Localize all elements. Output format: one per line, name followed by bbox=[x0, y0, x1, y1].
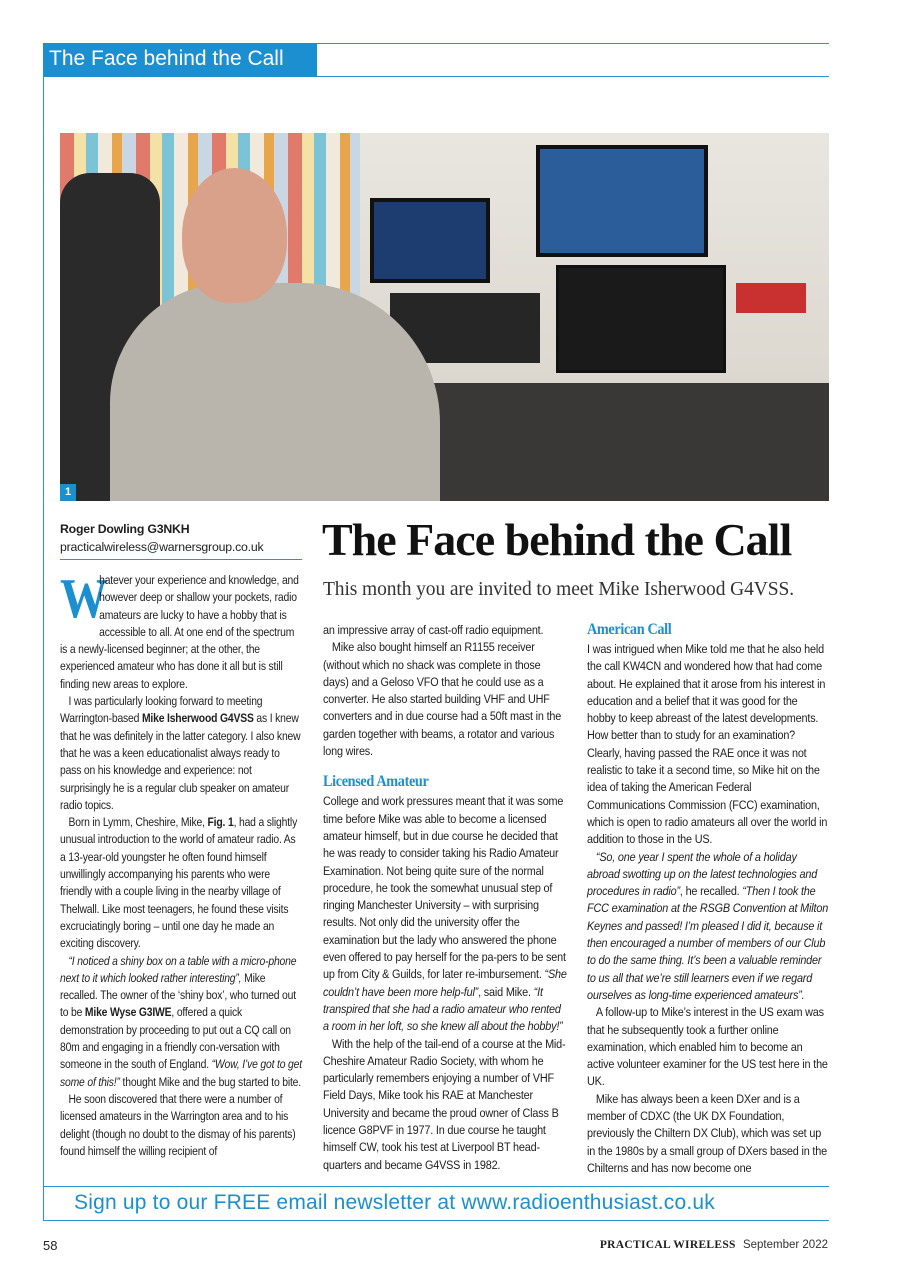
monitor bbox=[556, 265, 726, 373]
monitor bbox=[370, 198, 490, 283]
quote-text: “So, one year I spent the whole of a holiday abroad swotting up on the latest technologies and procedures in radio” bbox=[587, 849, 818, 899]
text-run: A follow-up to Mike’s interest in the US exam was that he subsequently took a further online examination, which enabled him to become an active volunteer examiner for the US test here in the UK. bbox=[587, 1005, 828, 1089]
section-header: The Face behind the Call bbox=[43, 43, 317, 77]
article-subtitle: This month you are invited to meet Mike Isherwood G4VSS. bbox=[323, 579, 795, 600]
magazine-footer bbox=[600, 1239, 828, 1251]
paragraph bbox=[60, 953, 302, 1091]
text-run: , said Mike. bbox=[478, 984, 534, 999]
paragraph bbox=[60, 814, 302, 952]
paragraph bbox=[323, 639, 567, 760]
text-run: Mike also bought himself an R1155 receiver (without which no shack was complete in those days) and a Geloso VFO that he could use as a converter. He also started building VHF and UHF converters and in due course had a 50ft mast in the garden together with beams, a rotator and various long wires. bbox=[323, 640, 562, 759]
paragraph bbox=[323, 622, 567, 639]
text-run: as I knew that he was definitely in the latter category. I also knew that he was a keen educationalist always ready to pass on his knowledge and experience: not surprisingly he is a regular club speaker on amateur radio topics. bbox=[60, 711, 301, 812]
paragraph bbox=[587, 1091, 829, 1177]
magazine-name: PRACTICAL WIRELESS bbox=[599, 1239, 736, 1251]
subheading-american-call: American Call bbox=[587, 621, 672, 638]
person-body bbox=[110, 283, 440, 501]
issue-date: September 2022 bbox=[742, 1239, 828, 1251]
paragraph bbox=[323, 1036, 567, 1174]
figure-number: 1 bbox=[60, 484, 76, 501]
paragraph bbox=[60, 1091, 302, 1160]
author-email[interactable]: practicalwireless@warnersgroup.co.uk bbox=[60, 540, 264, 554]
bold-text: Mike Isherwood G4VSS bbox=[141, 711, 254, 726]
column-2 bbox=[323, 622, 567, 1174]
text-run: Born in Lymm, Cheshire, Mike, bbox=[68, 815, 208, 830]
text-run: , he recalled. bbox=[679, 884, 743, 899]
page-number: 58 bbox=[43, 1238, 58, 1253]
text-run: Mike has always been a keen DXer and is a member of CDXC (the UK DX Foundation, previously the Chiltern DX Club), which was set up in the 1980s by a small group of DXers based in the Chilterns and has now become one bbox=[587, 1091, 827, 1175]
text-run: I was particularly looking forward to meeting Warrington-based bbox=[60, 694, 263, 726]
text-run: I was intrigued when Mike told me that he also held the call KW4CN and wondered how that had come about. He explained that it arose from his interest in education and a belief that it was good for the hobby to keep abreast of the latest developments. How better than to study for an examination? Clearly, having passed the RAE once it was not realistic to take it a second time, so Mike hit on the idea of taking the American Federal Communications Commission (FCC) examination, which is open to radio amateurs all over the world in addition to those in the US. bbox=[587, 642, 828, 847]
text-run: thought Mike and the bug started to bite. bbox=[119, 1074, 301, 1089]
monitor bbox=[536, 145, 708, 257]
bold-text: Fig. 1 bbox=[207, 815, 234, 830]
byline bbox=[60, 520, 302, 556]
author-name: Roger Dowling G3NKH bbox=[60, 522, 190, 536]
subheading-licensed-amateur: Licensed Amateur bbox=[323, 773, 429, 791]
quote-text: “It transpired that she had a radio amateur who rented a room in her loft, so she knew all about the hobby!” bbox=[323, 984, 563, 1034]
footer-rule-top bbox=[43, 1186, 829, 1187]
text-run: With the help of the tail-end of a course at the Mid-Cheshire Amateur Radio Society, with whom he particularly remembers enjoying a number of VHF Field Days, Mike took his RAE at Manchester University and became the proud owner of Class B licence G8PVF in 1977. In due course he taught himself CW, took his test at Liverpool BT head-quarters and became G4VSS in 1982. bbox=[323, 1036, 566, 1172]
person-head bbox=[182, 168, 287, 303]
newsletter-banner[interactable]: Sign up to our FREE email newsletter at www.radioenthusiast.co.uk bbox=[74, 1191, 715, 1214]
quote-text: “Then I took the FCC examination at the RSGB Convention at Milton Keynes and passed! I’m pleased I did it, because it then encouraged a number of members of our Club to do the same thing. It’s been a valuable reminder to us all that we’re still learners even if we regard ourselves as long-time experienced amateurs”. bbox=[587, 884, 829, 1002]
text-run: , offered a quick demonstration by proceeding to put out a CQ call on 80m and engaging in a friendly con-versation with someone in the south of England. bbox=[60, 1005, 291, 1072]
column-3 bbox=[587, 620, 829, 1177]
column-1 bbox=[60, 568, 302, 1160]
article-title: The Face behind the Call bbox=[322, 514, 792, 565]
paragraph bbox=[587, 1004, 829, 1090]
text-run: an impressive array of cast-off radio equipment. bbox=[323, 623, 544, 637]
paragraph bbox=[323, 793, 567, 1035]
text-run: Mike recalled. The owner of the ‘shiny box’, who turned out to be bbox=[60, 970, 296, 1020]
quote-text: “Wow, I’ve got to get some of this!” bbox=[60, 1057, 302, 1089]
text-run: He soon discovered that there were a number of licensed amateurs in the Warrington area and to his delight (though no doubt to the dismay of his parents) found himself the willing recipient of bbox=[60, 1091, 296, 1158]
text-run: , had a slightly unusual introduction to the world of amateur radio. As a 13-year-old youngster he often found himself unwillingly accompanying his parents who were friendly with a couple living in the nearby village of Thelwall. Like most teenagers, he found these visits excruciatingly boring – until one day he made an exciting discovery. bbox=[60, 815, 298, 951]
quote-text: “I noticed a shiny box on a table with a micro-phone next to it which looked rather interesting”, bbox=[60, 953, 297, 985]
text-run: College and work pressures meant that it was some time before Mike was able to become a licensed amateur himself, but in due course he decided that he was ready to consider taking his Radio Amateur Examination. Not being quite sure of the normal procedure, he took the somewhat unusual step of ringing Manchester University – with surprising results. Not only did the university offer the examination but the lady who answered the phone even offered to pay herself for the pa-pers to be sent up from City & Guilds, for later re-imbursement. bbox=[323, 794, 566, 982]
paragraph bbox=[60, 693, 302, 814]
drop-cap: W bbox=[60, 568, 108, 630]
equipment-box bbox=[736, 283, 806, 313]
left-border-rule bbox=[43, 76, 44, 1221]
quote-text: “She couldn’t have been more help-ful” bbox=[323, 967, 567, 999]
footer-rule-bottom bbox=[43, 1220, 829, 1221]
paragraph bbox=[587, 641, 829, 849]
article-photo bbox=[60, 133, 829, 501]
bold-text: Mike Wyse G3IWE bbox=[84, 1005, 172, 1020]
text-run: hatever your experience and knowledge, and however deep or shallow your pockets, radio amateurs are lucky to have a hobby that is accessible to all. At one end of the spectrum is a newly-licensed beginner; at the other, the experienced amateur who has done it all but is still finding new areas to explore. bbox=[60, 573, 299, 691]
paragraph bbox=[587, 849, 829, 1005]
byline-rule bbox=[60, 559, 302, 560]
